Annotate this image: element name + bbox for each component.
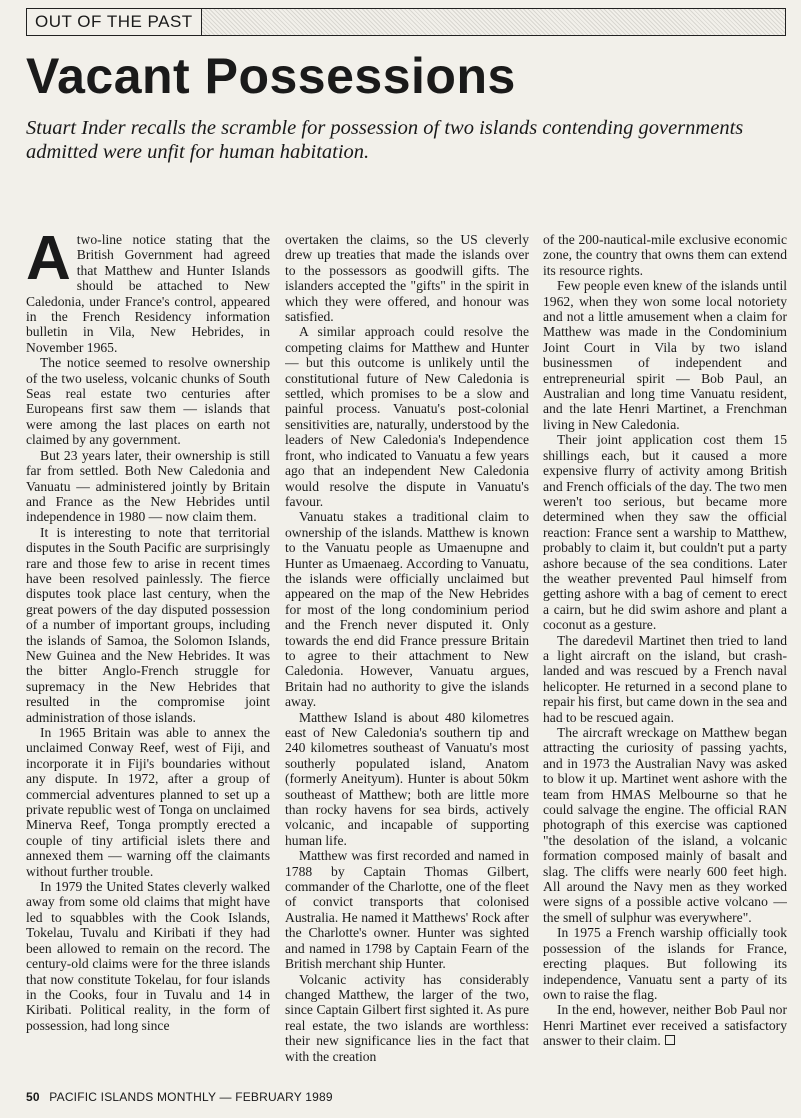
publication-line: PACIFIC ISLANDS MONTHLY — FEBRUARY 1989 xyxy=(49,1090,333,1104)
paragraph: of the 200-nautical-mile exclusive economic zone, the country that owns them can extend its resource rights. xyxy=(543,232,787,278)
paragraph: In 1975 a French warship officially took possession of the islands for France, erecting plaques. But following its independence, Vanuatu sent a party of its own to raise the flag. xyxy=(543,925,787,1002)
paragraph: Vanuatu stakes a traditional claim to ownership of the islands. Matthew is known to the Vanuatu people as Umaenupne and Hunter as Umaenaeg. According to Vanuatu, the islands were officially unclaimed but appeared on the map of the New Hebrides for most of the long condominium period and the French never disputed it. Only towards the end did France pressure Britain to agree to their attachment to New Caledonia. However, Vanuatu argues, Britain had no authority to give the islands away. xyxy=(285,509,529,710)
column-3 xyxy=(543,232,787,1080)
paragraph: It is interesting to note that territorial disputes in the South Pacific are surprisingly rare and those few to arise in recent times have been resolved painlessly. The fierce disputes took place last century, when the great powers of the day disputed possession of a number of important groups, including the islands of Samoa, the Solomon Islands, New Guinea and the New Hebrides. It was the bitter Anglo-French struggle for supremacy in the New Hebrides that resulted in the compromise joint administration of those islands. xyxy=(26,524,270,725)
paragraph: The aircraft wreckage on Matthew began attracting the curiosity of passing yachts, and in 1973 the Australian Navy was asked to blow it up. Martinet went ashore with the team from HMAS Melbourne so that he could salvage the engine. The official RAN photograph of this exercise was captioned "the desolation of the island, a volcanic formation composed mainly of basalt and slag. The cliffs were nearly 600 feet high. All around the Navy men as they worked were signs of a possible active volcano — the smell of sulphur was everywhere". xyxy=(543,725,787,925)
column-1 xyxy=(26,232,270,1080)
paragraph: Matthew was first recorded and named in 1788 by Captain Thomas Gilbert, commander of the Charlotte, one of the fleet of convict transports that colonised Australia. He named it Matthews' Rock after the Charlotte's owner. Hunter was sighted and named in 1798 by Captain Fearn of the British merchant ship Hunter. xyxy=(285,848,529,972)
paragraph: The notice seemed to resolve ownership of the two useless, volcanic chunks of South Seas real estate two centuries after Europeans first saw them — islands that were among the last places on earth not claimed by any government. xyxy=(26,355,270,448)
paragraph: Few people even knew of the islands until 1962, when they won some local notoriety and not a little amusement when a claim for Matthew was made in the Condominium Joint Court in Vila by two island businessmen of independent and entrepreneurial spirit — Bob Paul, an Australian and long time Vanuatu resident, and the late Henri Martinet, a Frenchman living in New Caledonia. xyxy=(543,278,787,432)
section-label: OUT OF THE PAST xyxy=(27,9,202,35)
standfirst: Stuart Inder recalls the scramble for possession of two islands contending governments admitted were unfit for human habitation. xyxy=(26,117,744,163)
paragraph: In 1979 the United States cleverly walked away from some old claims that might have led to squabbles with the Cook Islands, Tokelau, Tuvalu and Kiribati if they had been allowed to remain on the record. The century-old claims were for the three islands that now constitute Tokelau, for four islands in the Cooks, four in Tuvalu and 14 in Kiribati. Political reality, in the form of possession, had long since xyxy=(26,879,270,1033)
section-bar xyxy=(26,8,786,36)
page-footer xyxy=(26,1090,333,1104)
paragraph: Their joint application cost them 15 shillings each, but it caused a more expensive flurry of activity among British and French officials of the day. The two men weren't too serious, but became more determined when they saw the official reaction: France sent a warship to Matthew, probably to claim it, but couldn't put a party ashore because of the sea conditions. Later the weather prevented Paul himself from getting ashore with a bag of cement to erect a cairn, but he did swim ashore and plant a coconut as a gesture. xyxy=(543,432,787,633)
paragraph-text: In the end, however, neither Bob Paul nor Henri Martinet ever received a satisfactory answer to their claim. xyxy=(543,1002,787,1049)
column-2 xyxy=(285,232,529,1080)
drop-cap: A xyxy=(26,232,71,293)
headline: Vacant Possessions xyxy=(26,48,516,104)
paragraph: In 1965 Britain was able to annex the unclaimed Conway Reef, west of Fiji, and incorporate it in Fiji's boundaries without any dispute. In 1972, after a group of commercial adventures planned to set up a private republic west of Tonga on unclaimed Minerva Reef, Tonga promptly erected a couple of tiny artificial islets there and annexed them — warning off the claimants without further trouble. xyxy=(26,725,270,879)
paragraph: Volcanic activity has considerably changed Matthew, the larger of the two, since Captain Gilbert first sighted it. As pure real estate, the two islands are worthless: their new significance lies in the fact that with the creation xyxy=(285,971,529,1064)
paragraph: A similar approach could resolve the competing claims for Matthew and Hunter — but this outcome is unlikely until the constitutional future of New Caledonia is settled, which promises to be a slow and painful process. Vanuatu's post-colonial sensitivities are, naturally, understood by the leaders of New Caledonia's Independence front, who indicated to Vanuatu a few years ago that an independent New Caledonia would resolve the dispute in Vanuatu's favour. xyxy=(285,324,529,509)
paragraph: two-line notice stating that the British Government had agreed that Matthew and Hunter Islands should be attached to New Caledonia, under France's control, appeared in the French Residency information bulletin in Vila, New Hebrides, in November 1965. xyxy=(26,232,270,355)
end-mark-icon xyxy=(665,1035,675,1045)
paragraph: But 23 years later, their ownership is still far from settled. Both New Caledonia and Vanuatu — administered jointly by Britain and France as the New Hebrides until independence in 1980 — now claim them. xyxy=(26,447,270,525)
page-number: 50 xyxy=(26,1090,40,1104)
paragraph: overtaken the claims, so the US cleverly drew up treaties that made the islands over to the possessors as goodwill gifts. The islanders accepted the "gifts" in the spirit in which they were offered, and honour was satisfied. xyxy=(285,232,529,325)
paragraph-last xyxy=(543,1002,787,1048)
paragraph: Matthew Island is about 480 kilometres east of New Caledonia's southern tip and 240 kilometres southeast of Vanuatu's most southerly populated island, Anatom (formerly Aneityum). Hunter is about 50km southeast of Matthew; both are little more than rocky havens for sea birds, actively volcanic, and incapable of supporting human life. xyxy=(285,709,529,848)
paragraph: The daredevil Martinet then tried to land a light aircraft on the island, but crash-landed and was rescued by a French naval helicopter. He returned in a second plane to repair his first, but came down in the sea and had to be rescued again. xyxy=(543,632,787,725)
